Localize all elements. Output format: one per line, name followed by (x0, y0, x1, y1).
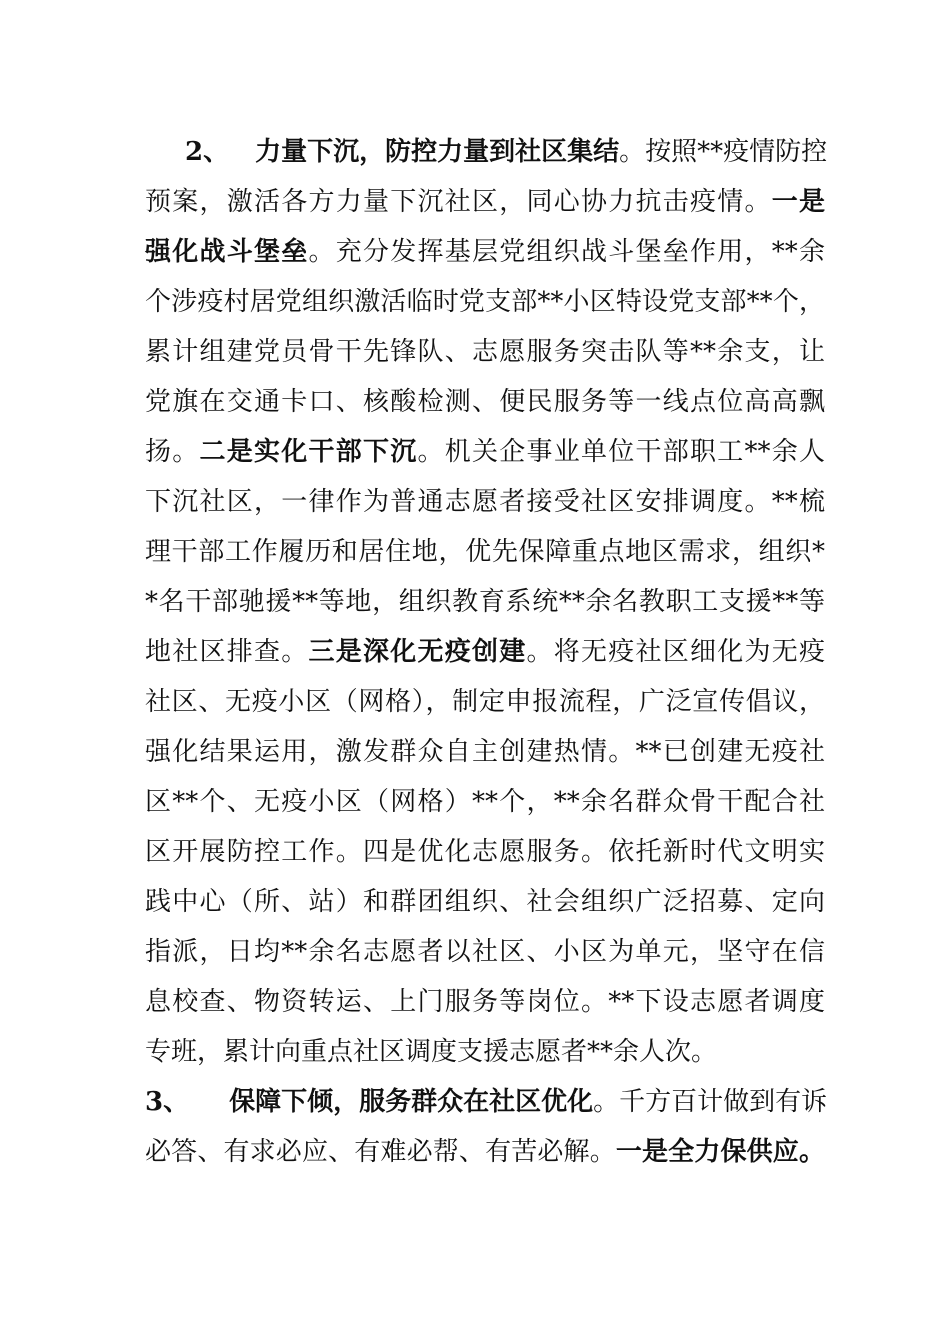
line-text: 社区、无疫小区（网格），制定申报流程，广泛宣传倡议， (145, 687, 825, 717)
text-line-19 (145, 1027, 825, 1077)
line-text: 党旗在交通卡口、核酸检测、便民服务等一线点位高高飘 (145, 387, 825, 417)
line-text: 预案，激活各方力量下沉社区，同心协力抗击疫情。 (145, 187, 772, 217)
line-text: 区开展防控工作。四是优化志愿服务。依托新时代文明实 (145, 837, 825, 867)
line-text: 区**个、无疫小区（网格）**个，**余名群众骨干配合社 (145, 787, 825, 817)
text-line-16 (145, 877, 825, 927)
section-heading: 保障下倾，服务群众在社区优化 (229, 1087, 594, 1117)
text-line-12 (145, 677, 825, 727)
line-text: 累计组建党员骨干先锋队、志愿服务突击队等**余支，让 (145, 337, 825, 367)
text-line-4 (145, 277, 825, 327)
line-text: 扬。 (145, 437, 200, 467)
line-text: 。千方百计做到有诉 (593, 1087, 828, 1117)
line-text: 。按照**疫情防控 (619, 137, 828, 167)
text-line-10 (145, 577, 825, 627)
line-text: 下沉社区，一律作为普通志愿者接受社区安排调度。**梳 (145, 487, 825, 517)
bold-phrase: 一是 (771, 187, 825, 217)
line-text: 指派，日均**余名志愿者以社区、小区为单元，坚守在信 (145, 937, 825, 967)
text-line-5 (145, 327, 825, 377)
bold-phrase: 三是深化无疫创建 (308, 637, 527, 667)
line-text: 强化结果运用，激发群众自主创建热情。**已创建无疫社 (145, 737, 825, 767)
text-line-20 (145, 1077, 828, 1127)
line-text: 理干部工作履历和居住地，优先保障重点地区需求，组织* (145, 537, 825, 567)
line-text: 。机关企事业单位干部职工**余人 (417, 437, 825, 467)
section-number: 2、 (185, 137, 230, 167)
bold-phrase: 一是全力保供应。 (615, 1137, 825, 1167)
text-line-9 (145, 527, 825, 577)
line-text: 。将无疫社区细化为无疫 (526, 637, 825, 667)
section-number: 3、 (145, 1087, 190, 1117)
line-text: 个涉疫村居党组织激活临时党支部**小区特设党支部**个， (145, 287, 825, 317)
text-line-13 (145, 727, 825, 777)
line-text: 。充分发挥基层党组织战斗堡垒作用，**余 (308, 237, 825, 267)
text-line-1 (185, 127, 828, 177)
line-text: 地社区排查。 (145, 637, 309, 667)
line-text: 必答、有求必应、有难必帮、有苦必解。 (145, 1137, 616, 1167)
text-line-7 (145, 427, 825, 477)
line-text: 息校查、物资转运、上门服务等岗位。**下设志愿者调度 (145, 987, 825, 1017)
line-text: 专班，累计向重点社区调度支援志愿者**余人次。 (145, 1037, 718, 1067)
text-line-8 (145, 477, 825, 527)
text-line-3 (145, 227, 825, 277)
text-line-6 (145, 377, 825, 427)
section-heading: 力量下沉，防控力量到社区集结 (255, 137, 620, 167)
text-line-21 (145, 1127, 825, 1177)
text-line-15 (145, 827, 825, 877)
bold-phrase: 强化战斗堡垒 (145, 237, 309, 267)
bold-phrase: 二是实化干部下沉 (199, 437, 418, 467)
text-line-14 (145, 777, 825, 827)
text-line-2 (145, 177, 825, 227)
line-text: 践中心（所、站）和群团组织、社会组织广泛招募、定向 (145, 887, 825, 917)
line-text: *名干部驰援**等地，组织教育系统**余名教职工支援**等 (145, 587, 825, 617)
text-line-17 (145, 927, 825, 977)
text-line-11 (145, 627, 825, 677)
text-line-18 (145, 977, 825, 1027)
